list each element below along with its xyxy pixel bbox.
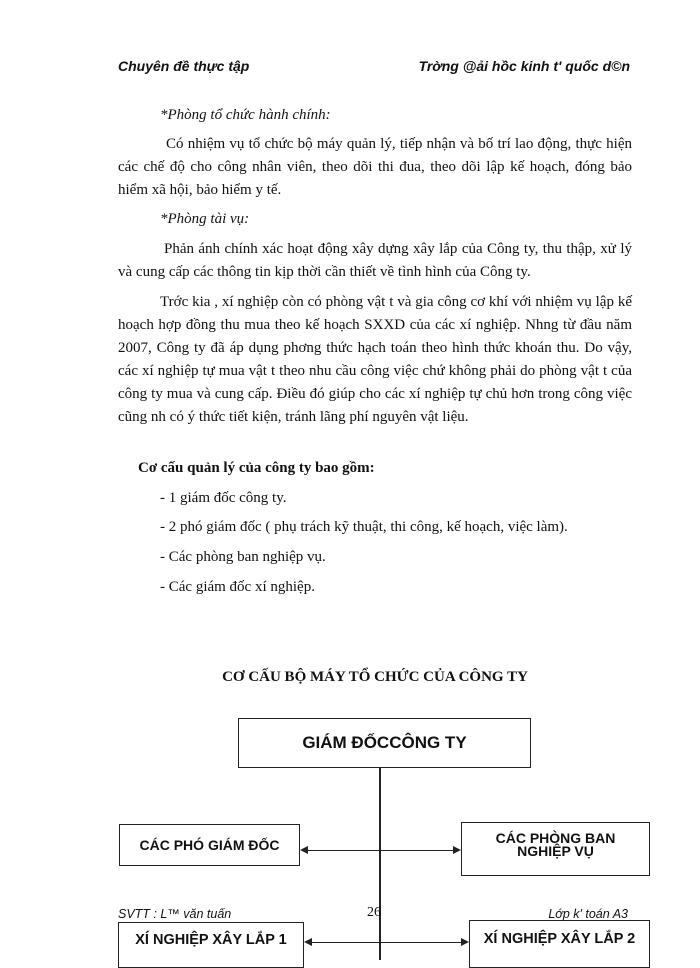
box-vice-directors (119, 824, 300, 866)
connector-vice-departments (308, 850, 453, 851)
connector-vertical (379, 768, 381, 960)
structure-item-2: - 2 phó giám đốc ( phụ trách kỹ thuật, thi công, kế hoạch, việc làm). (160, 519, 568, 535)
org-chart-title: CƠ CẤU BỘ MÁY TỔ CHỨC CỦA CÔNG TY (222, 669, 528, 685)
connector-enterprises (312, 942, 461, 943)
header-right: Trờng @ải hồc kinh t' quốc d©n (418, 58, 630, 74)
structure-heading: Cơ cấu quản lý của công ty bao gồm: (138, 460, 375, 476)
structure-item-1: - 1 giám đốc công ty. (160, 490, 287, 506)
structure-item-3: - Các phòng ban nghiệp vụ. (160, 549, 326, 565)
arrow-left-icon (300, 846, 308, 854)
header-left: Chuyên đề thực tập (118, 58, 250, 74)
paragraph-truoc-kia: Trớc kia , xí nghiệp còn có phòng vật t và gia công cơ khí với nhiệm vụ lập kế hoạch hợp đồng thu mua theo kế hoạch SXXD của các xí nghiệp. Nhng từ đầu năm 2007, Công ty đã áp dụng phơng thức hạch toán theo hình thức khoán thu. Do vậy, các xí nghiệp tự mua vật t theo nhu cầu công việc chứ không phải do phòng vật t của công ty mua và cung cấp. Điều đó giúp cho các xí nghiệp tự chủ hơn trong công việc cũng nh có ý thức tiết kiện, tránh lãng phí nguyên vật liệu. (118, 294, 632, 425)
box-director-label: GIÁM ĐỐCCÔNG TY (302, 733, 467, 752)
arrow-right-icon (461, 938, 469, 946)
box-enterprise-2 (469, 920, 650, 968)
paragraph-phong-tai-vu: Phản ánh chính xác hoạt động xây dựng xây lắp của Công ty, thu thập, xử lý và cung cấp các thông tin kịp thời cần thiết về tình hình của Công ty. (118, 241, 632, 280)
structure-item-4: - Các giám đốc xí nghiệp. (160, 579, 315, 595)
box-enterprise-1 (118, 922, 304, 968)
box-departments-label-1: CÁC PHÒNG BAN (495, 830, 616, 846)
box-departments (461, 822, 650, 876)
page-number: 26 (367, 905, 381, 920)
box-director (238, 718, 531, 768)
box-vice-directors-label: CÁC PHÓ GIÁM ĐỐC (139, 837, 280, 853)
arrow-right-icon (453, 846, 461, 854)
section-title-phong-tai-vu: *Phòng tài vụ: (160, 211, 250, 227)
box-enterprise-2-label: XÍ NGHIỆP XÂY LẮP 2 (483, 931, 636, 947)
box-enterprise-1-label: XÍ NGHIỆP XÂY LẮP 1 (135, 932, 287, 948)
paragraph-phong-to-chuc: Có nhiệm vụ tổ chức bộ máy quản lý, tiếp nhận và bố trí lao động, thực hiện các chế độ cho công nhân viên, theo dõi thi đua, theo dõi lập kế hoạch, đóng bảo hiểm xã hội, bảo hiểm y tế. (118, 136, 632, 198)
arrow-left-icon (304, 938, 312, 946)
box-departments-label-2: NGHIỆP VỤ (517, 843, 594, 859)
section-title-phong-to-chuc: *Phòng tổ chức hành chính: (160, 107, 331, 123)
footer-left: SVTT : L™ văn tuấn (118, 907, 232, 921)
footer-right: Lớp k' toán A3 (548, 907, 628, 921)
